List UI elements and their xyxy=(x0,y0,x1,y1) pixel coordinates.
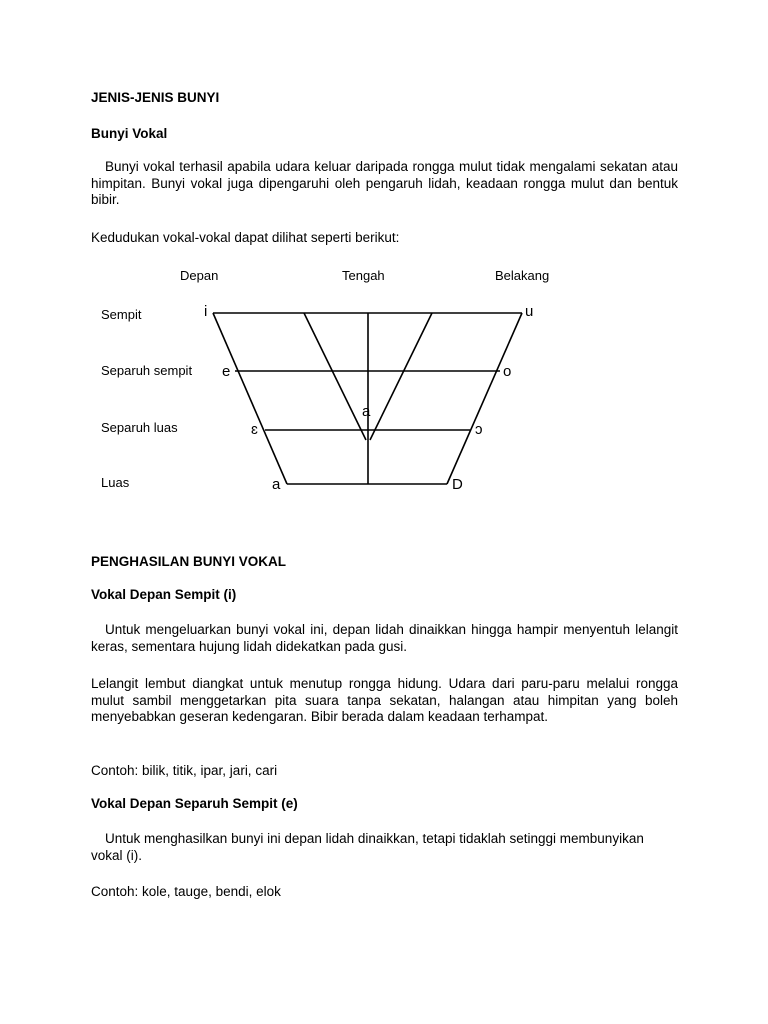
line-front-edge xyxy=(213,313,287,484)
vowel-back-a: D xyxy=(452,476,463,493)
row-label-open: Luas xyxy=(101,475,130,490)
paragraph-vokal-depan-separuh-sempit: Untuk menghasilkan bunyi ini depan lidah dinaikkan, tetapi tidaklah setinggi membunyikan vokal (i). xyxy=(91,831,644,863)
vowel-i: i xyxy=(204,303,208,320)
subheading-vokal-depan-sempit: Vokal Depan Sempit (i) xyxy=(91,587,237,602)
vowel-e: e xyxy=(222,363,231,380)
paragraph-vokal-depan-sempit-2: Lelangit lembut diangkat untuk menutup rongga hidung. Udara dari paru-paru melalui rongga mulut sambil menggetarkan pita suara tanpa sekatan, halangan atau himpitan yang boleh menyebabkan geseran kedengaran. Bibir berada dalam keadaan terhampat. xyxy=(91,676,678,724)
vowel-chart-diagram xyxy=(0,255,768,500)
column-label-front: Depan xyxy=(180,268,219,283)
heading-jenis-jenis-bunyi: JENIS-JENIS BUNYI xyxy=(91,90,220,105)
heading-penghasilan-bunyi-vokal: PENGHASILAN BUNYI VOKAL xyxy=(91,554,287,569)
vowel-epsilon: ɛ xyxy=(251,421,258,438)
example-vokal-depan-separuh-sempit: Contoh: kole, tauge, bendi, elok xyxy=(91,884,281,899)
row-label-close: Sempit xyxy=(101,307,142,322)
vowel-u: u xyxy=(525,303,534,320)
example-vokal-depan-sempit: Contoh: bilik, titik, ipar, jari, cari xyxy=(91,763,278,778)
vowel-o: o xyxy=(503,363,512,380)
paragraph-kedudukan-vokal: Kedudukan vokal-vokal dapat dilihat seperti berikut: xyxy=(91,230,400,245)
line-v-right xyxy=(370,313,432,440)
paragraph-vokal-depan-sempit-1: Untuk mengeluarkan bunyi vokal ini, depan lidah dinaikkan hingga hampir menyentuh lelangit keras, sementara hujung lidah didekatkan pada gusi. xyxy=(91,622,678,654)
line-back-edge xyxy=(447,313,522,484)
vowel-trapezoid-lines xyxy=(213,313,522,484)
line-v-left xyxy=(304,313,366,440)
vowel-open-o: ɔ xyxy=(475,421,483,438)
column-label-central: Tengah xyxy=(342,268,385,283)
column-label-back: Belakang xyxy=(495,268,550,283)
vowel-a: a xyxy=(272,476,281,493)
vowel-schwa: a xyxy=(362,403,371,420)
row-label-open-mid: Separuh luas xyxy=(101,420,178,435)
row-label-close-mid: Separuh sempit xyxy=(101,363,193,378)
subheading-bunyi-vokal: Bunyi Vokal xyxy=(91,126,168,141)
paragraph-bunyi-vokal-definition: Bunyi vokal terhasil apabila udara keluar daripada rongga mulut tidak mengalami sekatan atau himpitan. Bunyi vokal juga dipengaruhi oleh pengaruh lidah, keadaan rongga mulut dan bentuk bibir. xyxy=(91,159,678,207)
subheading-vokal-depan-separuh-sempit: Vokal Depan Separuh Sempit (e) xyxy=(91,796,298,811)
